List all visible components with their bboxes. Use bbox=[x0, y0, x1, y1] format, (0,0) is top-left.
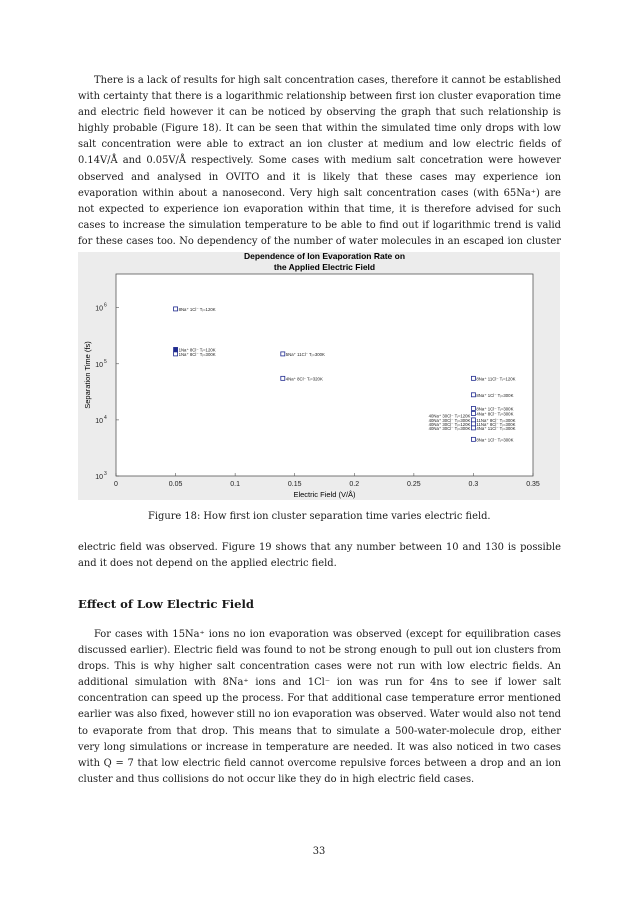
x-tick-label: 0.15 bbox=[287, 481, 302, 488]
paragraph-continuation: electric field was observed. Figure 19 shows that any number between 10 and 130 is possible and it does not depend on the applied electric field. bbox=[78, 542, 561, 570]
x-tick-label: 0.3 bbox=[468, 481, 479, 488]
x-tick-label: 0.05 bbox=[168, 481, 183, 488]
data-point-label: 4Na⁺ 8Cl⁻ Tᵢ=300K bbox=[476, 411, 514, 417]
data-point-label: 11Na⁺ 8Cl⁻ Tᵢ=300K bbox=[476, 417, 516, 423]
y-tick-label: 10 bbox=[95, 305, 103, 313]
data-point bbox=[471, 426, 475, 430]
section-heading: Effect of Low Electric Field bbox=[78, 597, 255, 611]
data-point-label: 8Na⁺ 1Cl⁻ Tᵢ=300K bbox=[476, 392, 514, 398]
data-point bbox=[281, 352, 285, 356]
data-point bbox=[471, 393, 475, 397]
y-tick-label: 10 bbox=[95, 474, 103, 481]
paragraph-low-field bbox=[78, 627, 561, 788]
data-point-label: 8Na⁺ 1Cl⁻ Tᵢ=300K bbox=[476, 437, 514, 443]
data-point bbox=[174, 347, 178, 351]
data-point-label: 4Na⁺ 8Cl⁻ Tᵢ=320K bbox=[285, 376, 323, 382]
chart-title-line: Dependence of Ion Evaporation Rate on bbox=[243, 252, 406, 261]
data-point bbox=[471, 406, 475, 410]
x-tick-label: 0.35 bbox=[526, 481, 540, 488]
y-axis-label: Separation Time (fs) bbox=[83, 341, 92, 409]
x-tick-label: 0 bbox=[114, 481, 118, 488]
data-point-label: 1Na⁺ 8Cl⁻ Tᵢ=120K bbox=[178, 347, 216, 353]
y-tick-label: 10 bbox=[95, 361, 103, 369]
y-tick-exponent: 3 bbox=[104, 471, 107, 477]
y-tick-exponent: 5 bbox=[104, 358, 107, 365]
paragraph-low-field-text: For cases with 15Na⁺ ions no ion evaporation was observed (except for equilibration cases discussed earlier). Electric field was found to not be strong enough to pull out ion clusters from drops. This is why higher salt concentration cases were not run with low electric fields. An additional simulation with 8Na⁺ ions and 1Cl⁻ ion was run for 4ns to see if lower salt concentration can speed up the process. For that additional case temperature error mentioned earlier was also fixed, however still no ion evaporation was observed. Water would also not tend to evaporate from that drop. This means that to simulate a 500-water-molecule drop, either very long simulations or increase in temperature are needed. It was also noticed in two cases with Q = 7 that low electric field cannot overcome repulsive forces between a drop and an ion cluster and thus collisions do not occur like they do in high electric field cases. bbox=[78, 629, 561, 785]
data-point-label: 4Na⁺ 11Cl⁻ Tᵢ=300K bbox=[476, 425, 516, 431]
data-point bbox=[174, 352, 178, 356]
y-tick-label: 10 bbox=[95, 417, 103, 425]
cluster-label: 40Na⁺ 30Cl⁻ Tᵢ=300K bbox=[428, 425, 471, 431]
plot-area bbox=[116, 274, 533, 476]
data-point-label: 8Na⁺ 1Cl⁻ Tᵢ=120K bbox=[178, 306, 216, 312]
data-point-label: 5Na⁺ 11Cl⁻ Tᵢ=300K bbox=[285, 351, 325, 357]
paragraph-intro bbox=[78, 73, 561, 266]
data-point bbox=[471, 422, 475, 426]
data-point bbox=[471, 418, 475, 422]
data-point bbox=[174, 307, 178, 311]
data-point-label: 8Na⁺ 1Cl⁻ Tᵢ=300K bbox=[476, 406, 514, 412]
data-point-label: 1Na⁺ 8Cl⁻ Tᵢ=300K bbox=[178, 351, 216, 357]
data-point bbox=[471, 411, 475, 415]
data-point-label: 8Na⁺ 11Cl⁻ Tᵢ=120K bbox=[476, 376, 516, 382]
x-axis-label: Electric Field (V/Å) bbox=[293, 490, 356, 499]
cluster-label: 40Na⁺ 30Cl⁻ Tᵢ=120K bbox=[428, 413, 471, 419]
cluster-label: 40Na⁺ 30Cl⁻ Tᵢ=300K bbox=[428, 417, 471, 423]
x-tick-label: 0.1 bbox=[230, 481, 241, 488]
x-tick-label: 0.2 bbox=[349, 481, 360, 488]
page-number: 33 bbox=[312, 846, 326, 857]
data-point bbox=[471, 376, 475, 380]
y-tick-exponent: 6 bbox=[104, 302, 107, 309]
data-point bbox=[281, 376, 285, 380]
paragraph-intro-text: There is a lack of results for high salt concentration cases, therefore it cannot be established with certainty that there is a logarithmic relationship between first ion cluster evaporation time and electric field however it can be noticed by observing the graph that such relationship is highly probable (Figure 18). It can be seen that within the simulated time only drops with low salt concentration were able to extract an ion cluster at medium and low electric fields of 0.14V/Å and 0.05V/Å respectively. Some cases with medium salt concetration were however observed and analysed in OVITO and it is likely that these cases may experience ion evaporation within about a nanosecond. Very high salt concentration cases (with 65Na⁺) are not expected to experience ion evaporation within that time, it is therefore advised for such cases to increase the simulation temperature to be able to find out if logarithmic trend is valid for these cases too. No dependency of the number of water molecules in an escaped ion cluster bbox=[78, 75, 561, 247]
figure-18 bbox=[78, 252, 560, 500]
scatter-chart bbox=[78, 252, 560, 500]
data-point-label: 11Na⁺ 8Cl⁻ Tᵢ=300K bbox=[476, 421, 516, 427]
cluster-label: 40Na⁺ 30Cl⁻ Tᵢ=120K bbox=[428, 421, 471, 427]
chart-title-line: the Applied Electric Field bbox=[273, 262, 376, 272]
data-point bbox=[471, 437, 475, 441]
y-tick-exponent: 4 bbox=[104, 414, 107, 421]
x-tick-label: 0.25 bbox=[407, 481, 421, 488]
figure-caption: Figure 18: How first ion cluster separation time varies electric field. bbox=[148, 511, 491, 522]
